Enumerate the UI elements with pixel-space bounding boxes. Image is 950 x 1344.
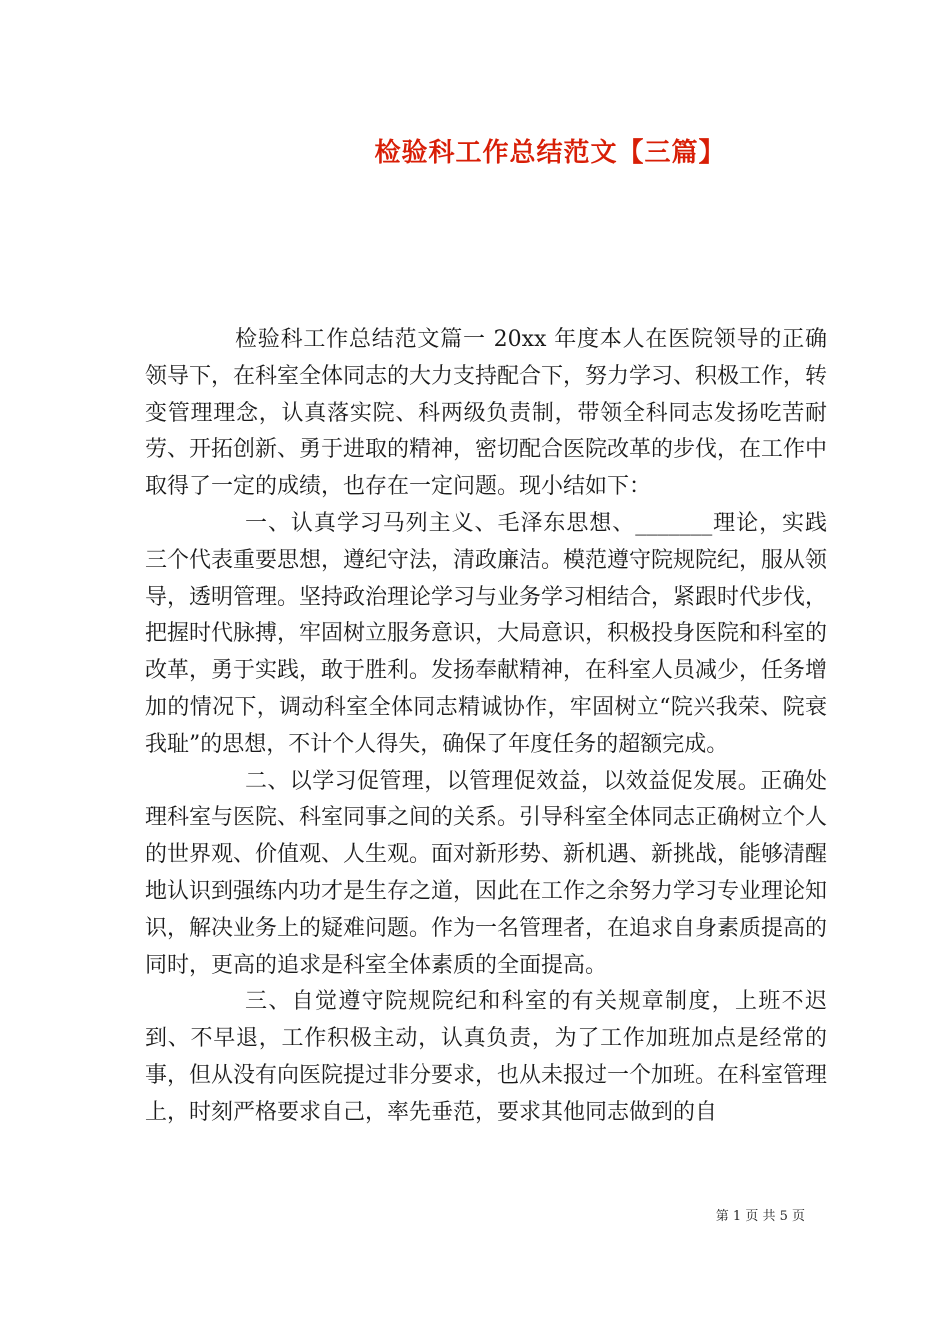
paragraph-section-2: 二、以学习促管理，以管理促效益，以效益促发展。正确处理科室与医院、科室同事之间的关系。引导科室全体同志正确树立个人的世界观、价值观、人生观。面对新形势、新机遇、新挑战，能够清醒地认识到强练内功才是生存之道，因此在工作之余努力学习专业理论知识，解决业务上的疑难问题。作为一名管理者，在追求自身素质提高的同时，更高的追求是科室全体素质的全面提高。 xyxy=(145,768,828,978)
document-title: 检验科工作总结范文【三篇】 xyxy=(374,138,726,168)
document-body xyxy=(145,322,827,1132)
paragraph-intro: 检验科工作总结范文篇一 20xx 年度本人在医院领导的正确领导下，在科室全体同志的大力支持配合下，努力学习、积极工作，转变管理理念，认真落实院、科两级负责制，带领全科同志发扬吃苦耐劳、开拓创新、勇于进取的精神，密切配合医院改革的步伐，在工作中取得了一定的成绩，也存在一定问题。现小结如下： xyxy=(145,327,828,500)
page-number-footer: 第 1 页 共 5 页 xyxy=(715,1209,805,1224)
paragraph-section-1: 一、认真学习马列主义、毛泽东思想、_______理论，实践三个代表重要思想，遵纪守法，清政廉洁。模范遵守院规院纪，服从领导，透明管理。坚持政治理论学习与业务学习相结合，紧跟时代步伐，把握时代脉搏，牢固树立服务意识，大局意识，积极投身医院和科室的改革，勇于实践，敢于胜利。发扬奉献精神，在科室人员减少，任务增加的情况下，调动科室全体同志精诚协作，牢固树立“院兴我荣、院衰我耻”的思想，不计个人得失，确保了年度任务的超额完成。 xyxy=(145,510,828,757)
paragraph-section-3: 三、自觉遵守院规院纪和科室的有关规章制度，上班不迟到、不早退，工作积极主动，认真负责，为了工作加班加点是经常的事，但从没有向医院提过非分要求，也从未报过一个加班。在科室管理上，时刻严格要求自己，率先垂范，要求其他同志做到的自 xyxy=(145,989,828,1125)
